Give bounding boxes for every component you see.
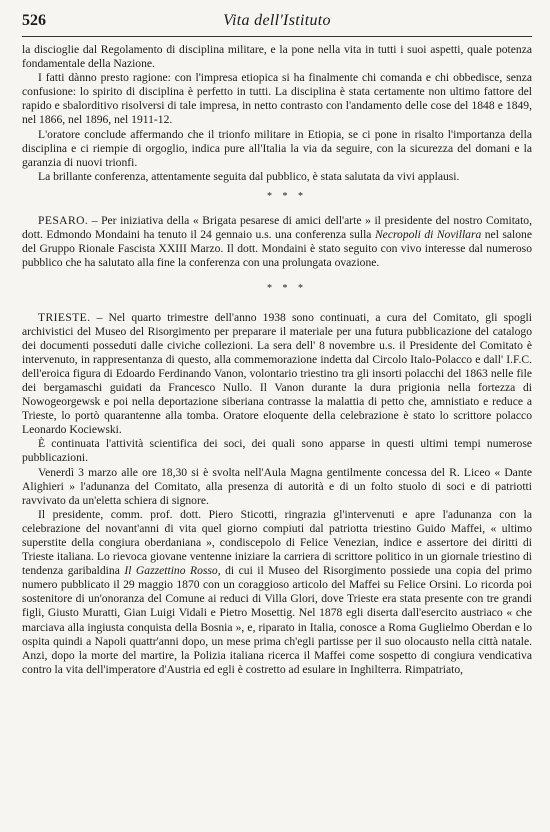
paragraph: I fatti dànno presto ragione: con l'impresa etiopica si ha finalmente chi comanda e chi obbedisce, senza confusione: lo spirito di disciplina è perfetto in tutti. La disciplina è stata certamente non ultimo fattore del rapido e sbalorditivo risolversi di tale impresa, in netto contrasto con l'andamento delle cose del 1848 e 1849, nel 1866, nel 1896, nel 1911-12. [22,71,532,127]
paragraph: La brillante conferenza, attentamente seguita dal pubblico, è stata salutata da vivi applausi. [38,169,460,183]
paragraph: È continuata l'attività scientifica dei soci, dei quali sono apparse in questi ultimi tempi numerose pubblicazioni. [22,437,532,465]
italic-title: Il Gazzettino Rosso [124,564,218,578]
place-name: TRIESTE. [38,310,91,324]
pesaro-section: PESARO. – Per iniziativa della « Brigata pesarese di amici dell'arte » il presidente del nostro Comitato, dott. Edmondo Mondaini ha tenuto il 24 gennaio u.s. una conferenza sulla Necropoli di Novillara nel salone del Gruppo Rionale Fascista XXIII Marzo. Il dott. Mondaini è stato seguito con vivo interesse dal numeroso pubblico che ha salutato alla fine la conferenza con una prolungata ovazione. [22,214,532,270]
page-number: 526 [22,12,46,29]
italic-title: Necropoli di Novillara [374,228,482,242]
page-header [22,8,532,37]
place-name: PESARO. [38,214,89,228]
trieste-section: TRIESTE. – Nel quarto trimestre dell'anno 1938 sono continuati, a cura del Comitato, gli spogli archivistici del Museo del Risorgimento per preparare il materiale per una futura pubblicazione del catalogo dei documenti posseduti dalle civiche collezioni. La sera dell' 8 novembre u.s. il Presidente del Comitato è intervenuto, in rappresentanza di questo, alla commemorazione indetta dal Circolo Italo-Polacco e dall' I.F.C. dell'eroica figura di Edoardo Ferdinando Vanon, volontario triestino tra gli insorti polacchi del 1863 nelle file dei bergamaschi guidati da Francesco Nullo. Il Vanon durante la dura prigionia nella fortezza di Nowogeorgewsk e poi nella deportazione siberiana contrasse la malattia di petto che, amnistiato e reduce a Trieste, lo portò quarantenne alla tomba. Oratore eloquente della celebrazione è stato lo scrittore polacco Leonardo Kociewski. [22,310,532,437]
paragraph: Venerdì 3 marzo alle ore 18,30 si è svolta nell'Aula Magna gentilmente concessa del R. Liceo « Dante Alighieri » l'adunanza del Comitato, alla presenza di autorità e di un folto stuolo di soci e di patriotti ravvivato da un'eletta schiera di signore. [22,465,532,507]
running-title: Vita dell'Istituto [223,12,331,29]
document-page [22,8,532,677]
paragraph: Il presidente, comm. prof. dott. Piero Sticotti, ringrazia gl'intervenuti e apre l'adunanza con la celebrazione del novant'anni di vita quel giorno compiuti dal patriotta triestino Guido Maffei, « ultimo superstite della congiura oberdaniana », condiscepolo di Felice Venezian, indice e assertore dei diritti di Trieste italiana. Lo rievoca giovane ventenne iniziare la carriera di scrittore politico in un giornale triestino di tendenza garibaldina Il Gazzettino Rosso, di cui il Museo del Risorgimento possiede una copia del primo numero pubblicato il 29 maggio 1870 con un coraggioso articolo del Maffei su Felice Orsini. Lo ricorda poi sostenitore di un'onoranza del Comune ai reduci di Villa Glori, dove Trieste era stata presente con tre grandi figli, Giusto Muratti, Gian Luigi Vidali e Pietro Mosettig. Nel 1878 egli diserta dall'esercito austriaco « che marciava alla ingiusta conquista della Bosnia », e, riparato in Italia, conosce a Roma Guglielmo Oberdan e lo ospita quindi a Napoli quattr'anni dopo, un mese prima ch'egli partisse per il suo olocausto nella città natale. Anzi, dopo la morte del martire, la Polizia italiana ricerca il Maffei come sospetto di congiura vendicativa contro la vita dell'imperatore d'Austria ed egli è costretto ad esulare in Inghilterra. Rimpatriato, [22,507,532,676]
article-body [22,43,532,677]
paragraph: la discioglie dal Regolamento di disciplina militare, e la pone nella vita in tutti i suoi aspetti, quale potenza fondamentale della Nazione. [22,43,532,71]
paragraph: L'oratore conclude affermando che il trionfo militare in Etiopia, se ci pone in risalto l'importanza della disciplina e ci riempie di orgoglio, indica pure all'Italia la via da seguire, con la sicurezza del domani e la garanzia di nuovi trionfi. [22,127,532,169]
section-separator: * * * [267,190,307,202]
section-separator: * * * [267,283,307,295]
